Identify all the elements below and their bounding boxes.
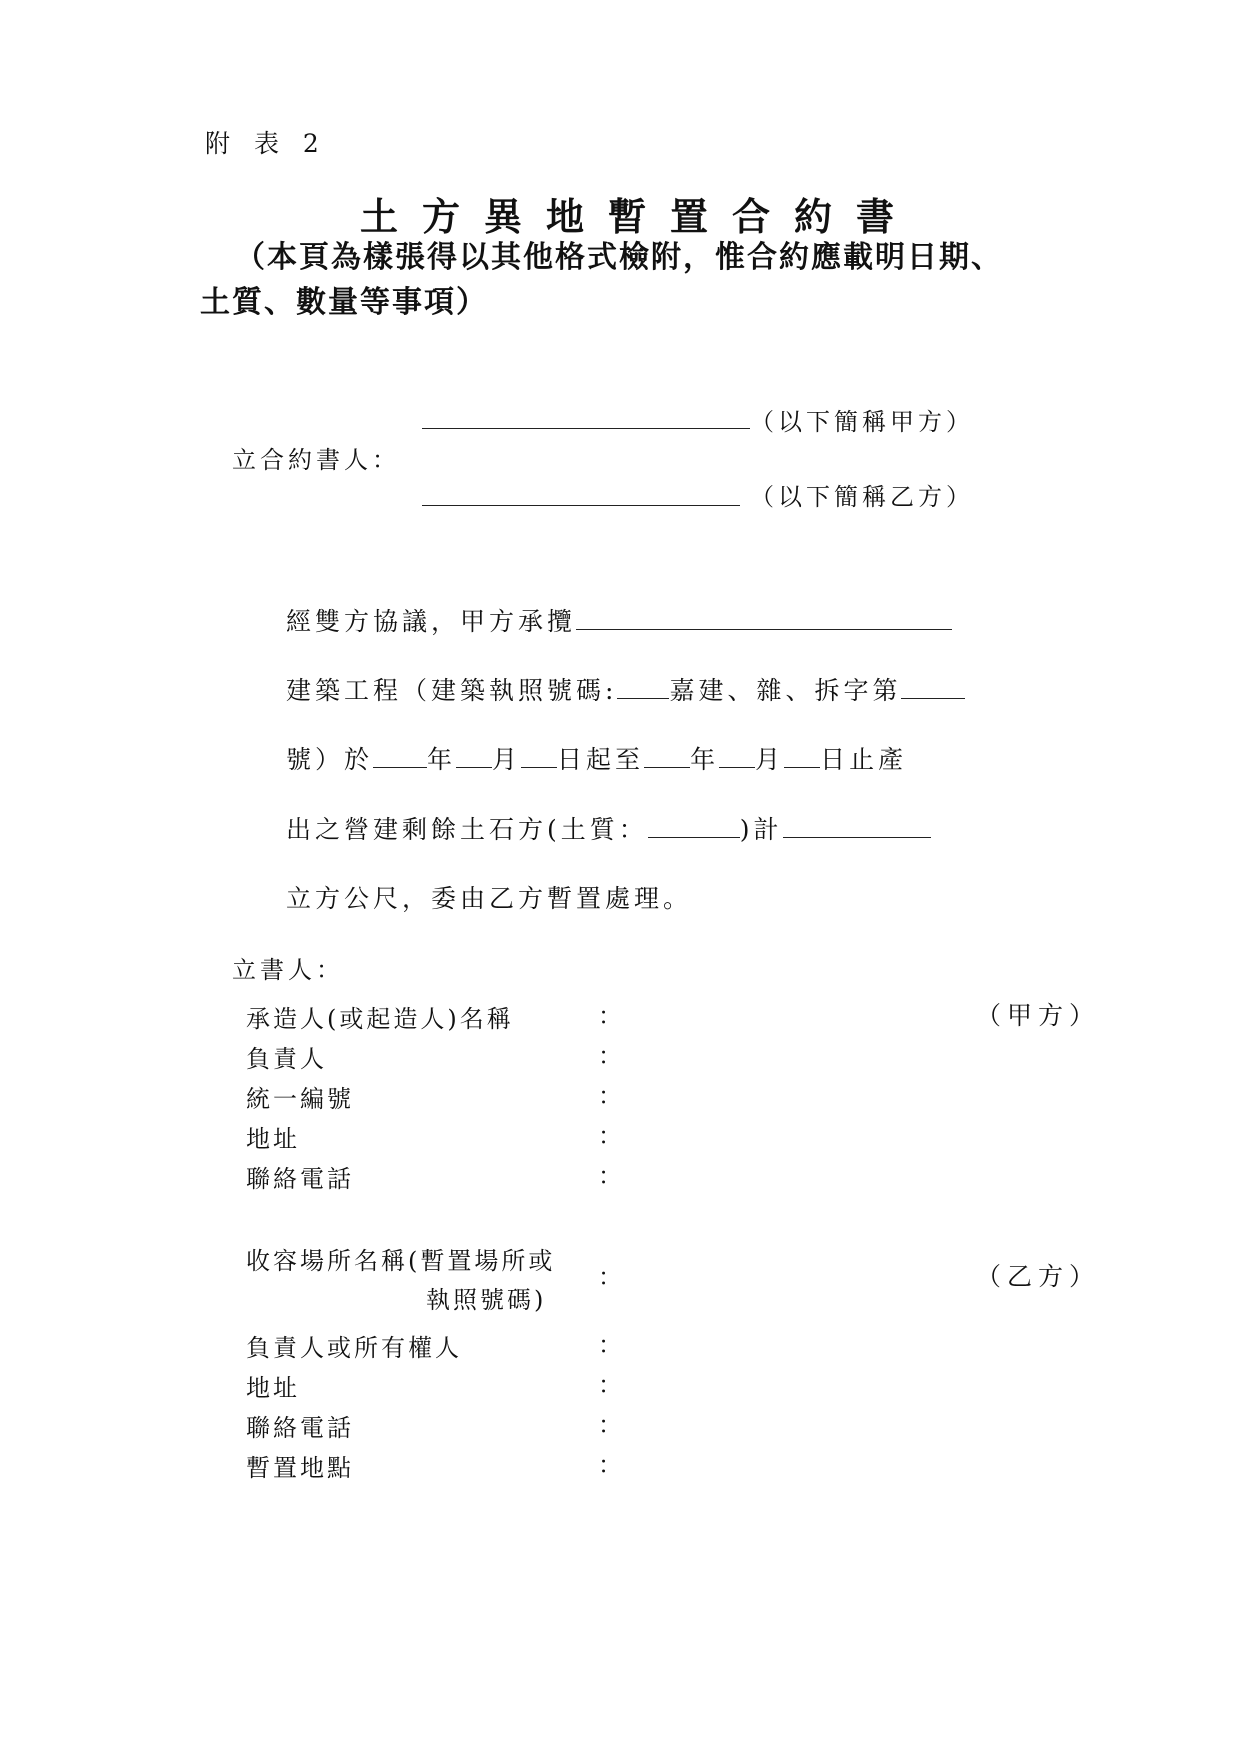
- colon: ：: [598, 1162, 622, 1190]
- subtitle-line-2: 土質、數量等事項）: [200, 285, 488, 320]
- party-b-tag: （乙方）: [976, 1262, 1101, 1291]
- field-b-storage-location: 暫置地點: [246, 1454, 354, 1482]
- colon: ：: [598, 1331, 622, 1359]
- start-month-label: 月: [492, 745, 522, 774]
- soil-type-blank[interactable]: [648, 815, 740, 838]
- field-a-unified-number: 統一編號: [246, 1085, 354, 1113]
- colon: ：: [598, 1042, 622, 1070]
- party-a-name-line[interactable]: [422, 428, 750, 429]
- field-a-phone: 聯絡電話: [246, 1165, 354, 1193]
- end-year-blank[interactable]: [644, 745, 690, 768]
- colon: ：: [598, 1002, 622, 1030]
- agreement-row-2: [286, 671, 965, 707]
- field-b-address: 地址: [246, 1374, 300, 1402]
- permit-label: 建築工程（建築執照號碼:: [286, 676, 618, 705]
- agreement-row-3: [286, 740, 907, 776]
- colon: ：: [598, 1082, 622, 1110]
- document-title: 土方異地暫置合約書: [360, 194, 919, 239]
- end-month-blank[interactable]: [719, 745, 755, 768]
- colon: ：: [598, 1263, 622, 1291]
- permit-number-blank[interactable]: [901, 676, 965, 699]
- agreement-row-4: [286, 810, 931, 846]
- field-a-responsible-person: 負責人: [246, 1045, 327, 1073]
- agreement-intro: 經雙方協議，甲方承攬: [286, 607, 577, 636]
- project-name-blank[interactable]: [576, 607, 952, 630]
- quantity-blank[interactable]: [783, 815, 931, 838]
- subtitle-line-1: （本頁為樣張得以其他格式檢附，惟合約應載明日期、: [235, 240, 1003, 275]
- colon: ：: [598, 1411, 622, 1439]
- party-a-suffix: （以下簡稱甲方）: [750, 408, 974, 436]
- field-b-site-name-line2: 執照號碼): [426, 1286, 547, 1314]
- contract-signer-label: 立合約書人：: [232, 446, 400, 474]
- field-a-contractor-name: 承造人(或起造人)名稱: [246, 1005, 514, 1033]
- party-a-tag: （甲方）: [976, 1001, 1101, 1030]
- soil-label: 出之營建剩餘土石方(土質：: [286, 815, 648, 844]
- agreement-row-1: [286, 602, 952, 638]
- permit-type-label: 嘉建、雜、拆字第: [669, 676, 902, 705]
- field-a-address: 地址: [246, 1125, 300, 1153]
- field-b-site-name-line1: 收容場所名稱(暫置場所或: [246, 1247, 556, 1275]
- party-b-name-line[interactable]: [422, 505, 740, 506]
- start-month-blank[interactable]: [456, 745, 492, 768]
- field-b-owner: 負責人或所有權人: [246, 1334, 462, 1362]
- period-label: 號）於: [286, 745, 374, 774]
- start-day-label: 日起至: [557, 745, 645, 774]
- field-b-phone: 聯絡電話: [246, 1414, 354, 1442]
- agreement-row-5: 立方公尺，委由乙方暫置處理。: [286, 884, 693, 913]
- start-year-label: 年: [427, 745, 457, 774]
- colon: ：: [598, 1451, 622, 1479]
- end-year-label: 年: [690, 745, 720, 774]
- end-day-blank[interactable]: [784, 745, 820, 768]
- appendix-label: 附 表 2: [205, 129, 327, 158]
- writer-label: 立書人：: [232, 956, 344, 984]
- colon: ：: [598, 1371, 622, 1399]
- quantity-label: )計: [739, 815, 783, 844]
- start-day-blank[interactable]: [521, 745, 557, 768]
- permit-year-blank[interactable]: [617, 676, 669, 699]
- start-year-blank[interactable]: [373, 745, 427, 768]
- colon: ：: [598, 1122, 622, 1150]
- end-day-label: 日止產: [820, 745, 908, 774]
- party-b-suffix: （以下簡稱乙方）: [750, 483, 974, 511]
- end-month-label: 月: [755, 745, 785, 774]
